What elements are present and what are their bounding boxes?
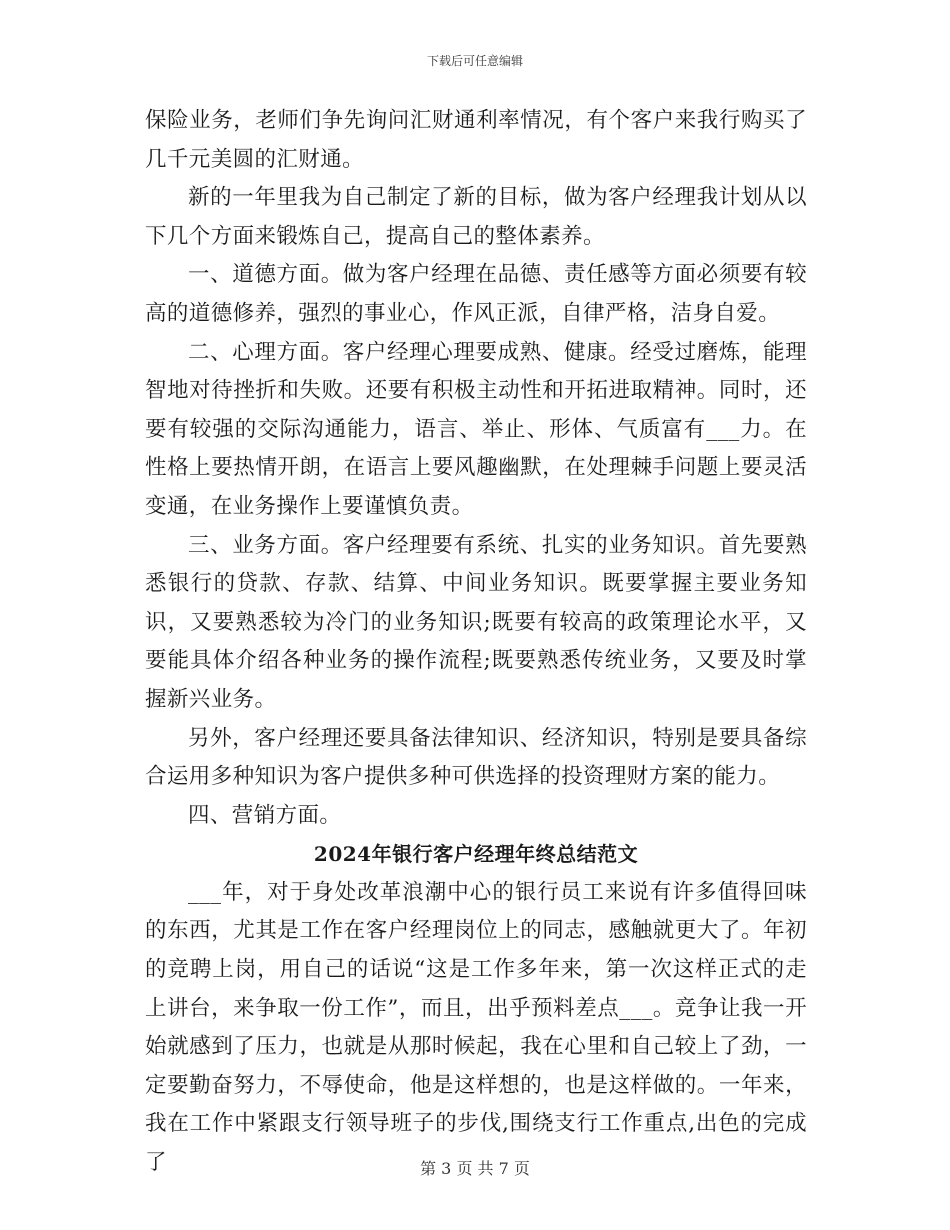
page-header-note: 下载后可任意编辑 bbox=[426, 54, 523, 68]
document-body bbox=[145, 102, 807, 1183]
paragraph-moral: 一、道德方面。做为客户经理在品德、责任感等方面必须要有较高的道德修养，强烈的事业心，作风正派，自律严格，洁身自爱。 bbox=[145, 262, 807, 326]
page-number: 第 3 页 共 7 页 bbox=[420, 1159, 530, 1178]
paragraph: ___年，对于身处改革浪潮中心的银行员工来说有许多值得回味的东西，尤其是工作在客户经理岗位上的同志，感触就更大了。年初的竞聘上岗，用自己的话说“这是工作多年来，第一次这样正式的走上讲台，来争取一份工作”，而且，出乎预料差点___。竞争让我一开始就感到了压力，也就是从那时候起，我在心里和自己较上了劲，一定要勤奋努力，不辱使命，他是这样想的，也是这样做的。一年来，我在工作中紧跟支行领导班子的步伐,围绕支行工作重点,出色的完成了 bbox=[145, 879, 807, 1176]
paragraph-business: 三、业务方面。客户经理要有系统、扎实的业务知识。首先要熟悉银行的贷款、存款、结算、中间业务知识。既要掌握主要业务知识，又要熟悉较为冷门的业务知识;既要有较高的政策理论水平，又要能具体介绍各种业务的操作流程;既要熟悉传统业务，又要及时掌握新兴业务。 bbox=[145, 532, 807, 712]
paragraph: 保险业务，老师们争先询问汇财通利率情况，有个客户来我行购买了几千元美圆的汇财通。 bbox=[145, 108, 807, 172]
paragraph-marketing: 四、营销方面。 bbox=[188, 802, 342, 828]
paragraph-psychology: 二、心理方面。客户经理心理要成熟、健康。经受过磨炼，能理智地对待挫折和失败。还要有积极主动性和开拓进取精神。同时，还要有较强的交际沟通能力，语言、举止、形体、气质富有___力。在性格上要热情开朗，在语言上要风趣幽默，在处理棘手问题上要灵活变通，在业务操作上要谨慎负责。 bbox=[145, 339, 807, 519]
paragraph: 另外，客户经理还要具备法律知识、经济知识，特别是要具备综合运用多种知识为客户提供多种可供选择的投资理财方案的能力。 bbox=[145, 725, 807, 790]
paragraph: 新的一年里我为自己制定了新的目标，做为客户经理我计划从以下几个方面来锻炼自己，提高自己的整体素养。 bbox=[145, 185, 807, 249]
section-title: 2024年银行客户经理年终总结范文 bbox=[313, 842, 639, 867]
